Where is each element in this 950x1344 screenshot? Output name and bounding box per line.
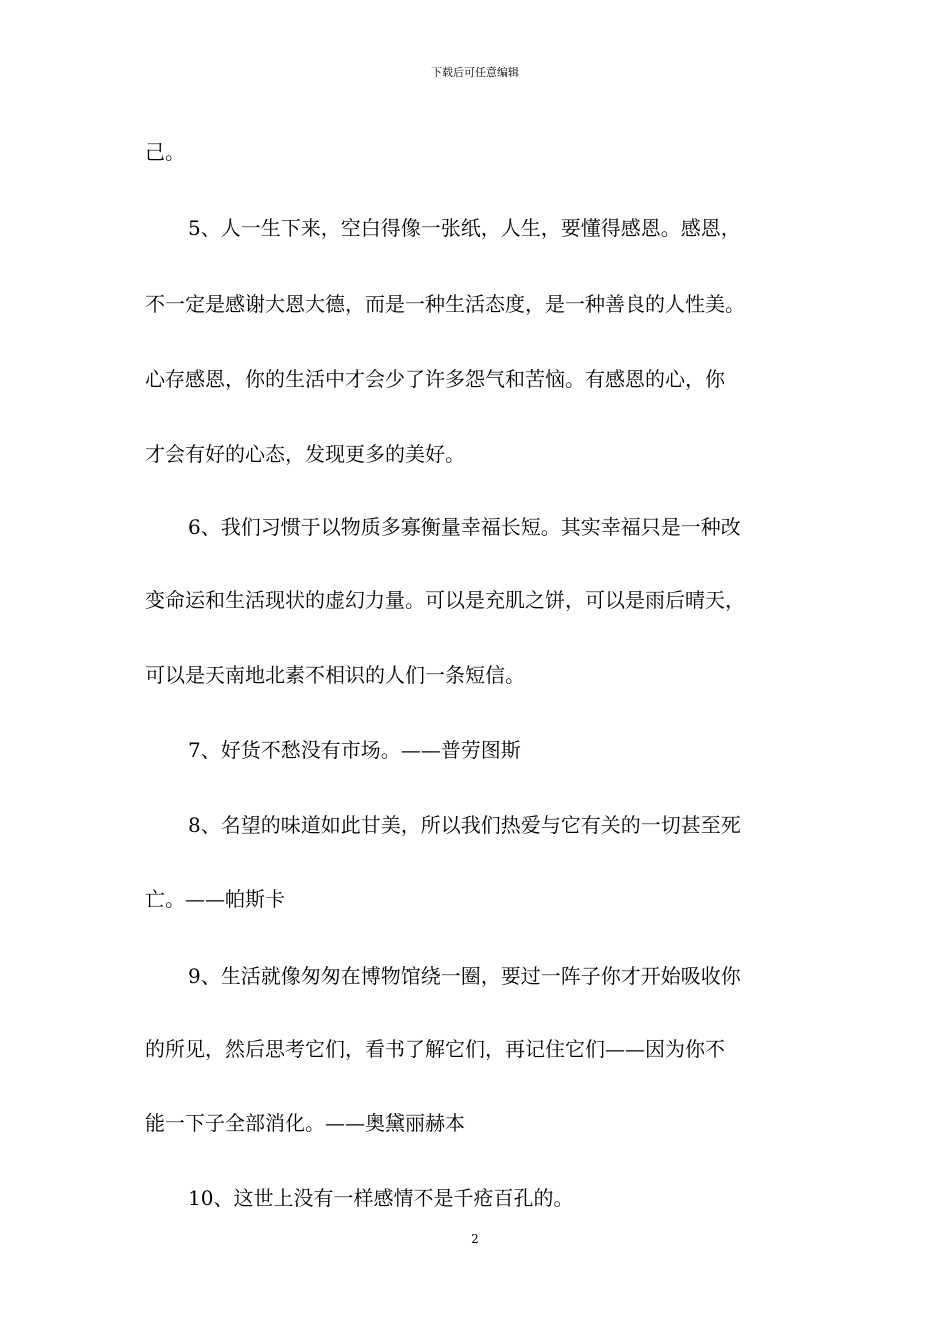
text-line-15: 10、这世上没有一样感情不是千疮百孔的。	[188, 1186, 574, 1210]
text-line-11: 亡。——帕斯卡	[145, 887, 285, 911]
text-line-2: 5、人一生下来，空白得像一张纸，人生，要懂得感恩。感恩，	[188, 216, 741, 240]
text-line-6: 6、我们习惯于以物质多寡衡量幸福长短。其实幸福只是一种改	[188, 515, 741, 539]
text-line-10: 8、名望的味道如此甘美，所以我们热爱与它有关的一切甚至死	[188, 813, 741, 837]
text-line-9: 7、好货不愁没有市场。——普劳图斯	[188, 738, 521, 762]
text-line-14: 能一下子全部消化。——奥黛丽赫本	[145, 1111, 465, 1135]
text-line-8: 可以是天南地北素不相识的人们一条短信。	[145, 663, 525, 687]
text-line-12: 9、生活就像匆匆在博物馆绕一圈，要过一阵子你才开始吸收你	[188, 964, 741, 988]
page-number: 2	[471, 1232, 479, 1246]
text-line-1: 己。	[145, 140, 185, 164]
text-line-4: 心存感恩，你的生活中才会少了许多怨气和苦恼。有感恩的心，你	[145, 367, 725, 391]
text-line-7: 变命运和生活现状的虚幻力量。可以是充肌之饼，可以是雨后晴天，	[145, 588, 745, 612]
header-note: 下载后可任意编辑	[431, 66, 519, 79]
text-line-5: 才会有好的心态，发现更多的美好。	[145, 442, 465, 466]
text-line-3: 不一定是感谢大恩大德，而是一种生活态度，是一种善良的人性美。	[145, 292, 745, 316]
text-line-13: 的所见，然后思考它们，看书了解它们，再记住它们——因为你不	[145, 1037, 725, 1061]
